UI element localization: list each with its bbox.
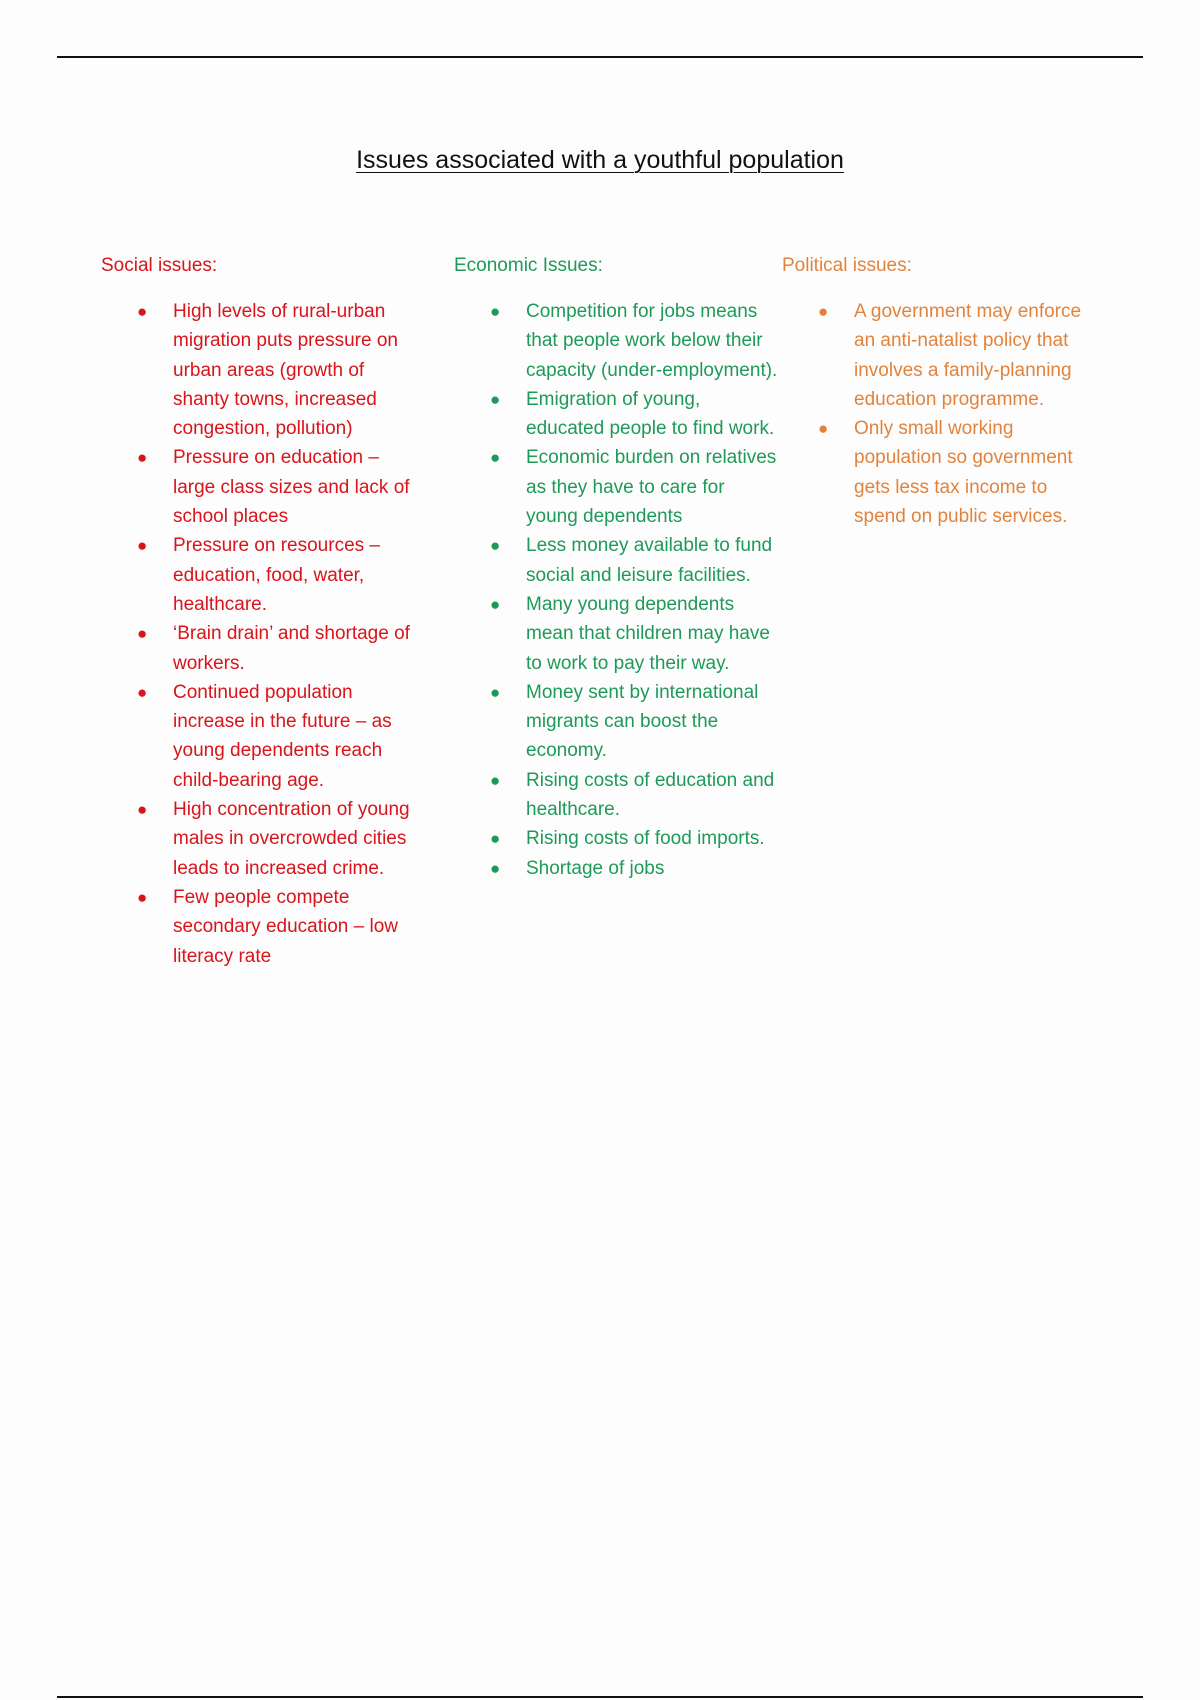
bullet-icon: ● [137, 682, 148, 702]
political-issues-list [782, 297, 1102, 531]
bullet-icon: ● [490, 682, 501, 702]
list-item [454, 385, 779, 444]
list-item [454, 854, 779, 883]
bullet-icon: ● [137, 800, 148, 820]
list-item [454, 590, 779, 678]
bullet-icon: ● [818, 419, 829, 439]
economic-issues-list [454, 297, 779, 883]
bullet-icon: ● [137, 887, 148, 907]
list-item [101, 678, 421, 795]
list-item-text: Less money available to fund social and leisure facilities. [526, 535, 773, 586]
bullet-icon: ● [490, 594, 501, 614]
list-item-text: Money sent by international migrants can boost the economy. [526, 681, 759, 762]
top-rule [57, 56, 1143, 58]
bullet-icon: ● [137, 624, 148, 644]
list-item [101, 883, 421, 971]
social-issues-heading: Social issues: [101, 255, 218, 276]
bullet-icon: ● [490, 858, 501, 878]
list-item [101, 443, 421, 531]
list-item [101, 531, 421, 619]
list-item [101, 297, 421, 443]
list-item [454, 824, 779, 853]
bullet-icon: ● [490, 448, 501, 468]
list-item [454, 297, 779, 385]
list-item-text: Few people compete secondary education – low literacy rate [173, 886, 398, 967]
list-item-text: Many young dependents mean that children may have to work to pay their way. [526, 593, 770, 674]
list-item-text: Economic burden on relatives as they have to care for young dependents [526, 447, 777, 528]
list-item [782, 297, 1102, 414]
list-item-text: Continued population increase in the future – as young dependents reach child-bearing age. [173, 681, 392, 791]
list-item [454, 443, 779, 531]
list-item-text: Competition for jobs means that people work below their capacity (under-employment). [526, 301, 778, 381]
list-item-text: Rising costs of food imports. [526, 828, 765, 850]
social-issues-column [101, 253, 421, 971]
list-item [101, 619, 421, 678]
list-item-text: Shortage of jobs [526, 857, 665, 879]
list-item-text: ‘Brain drain’ and shortage of workers. [173, 623, 410, 674]
list-item-text: A government may enforce an anti-natalist policy that involves a family-planning education programme. [854, 301, 1082, 410]
list-item-text: Pressure on education – large class sizes and lack of school places [173, 447, 410, 528]
bullet-icon: ● [490, 389, 501, 409]
bullet-icon: ● [818, 302, 829, 321]
list-item-text: Pressure on resources – education, food, water, healthcare. [173, 535, 380, 615]
bullet-icon: ● [490, 536, 501, 556]
economic-issues-column [454, 253, 779, 883]
list-item-text: Emigration of young, educated people to find work. [526, 388, 775, 440]
bullet-icon: ● [137, 448, 148, 468]
list-item [454, 531, 779, 590]
bullet-icon: ● [137, 302, 148, 321]
bullet-icon: ● [490, 829, 501, 849]
list-item [782, 414, 1102, 531]
list-item-text: Only small working population so government gets less tax income to spend on public services. [854, 418, 1073, 528]
social-issues-list [101, 297, 421, 971]
economic-issues-heading: Economic Issues: [454, 255, 603, 276]
list-item-text: High concentration of young males in overcrowded cities leads to increased crime. [173, 799, 410, 879]
list-item-text: High levels of rural-urban migration puts pressure on urban areas (growth of shanty towns, increased congestion, pollution) [173, 301, 398, 440]
political-issues-heading: Political issues: [782, 255, 912, 276]
list-item [454, 678, 779, 766]
page-title: Issues associated with a youthful population [356, 146, 844, 174]
bullet-icon: ● [490, 770, 501, 790]
bottom-rule [57, 1696, 1143, 1698]
bullet-icon: ● [137, 536, 148, 556]
bullet-icon: ● [490, 302, 501, 321]
list-item [101, 795, 421, 883]
list-item-text: Rising costs of education and healthcare. [526, 769, 775, 821]
list-item [454, 766, 779, 825]
political-issues-column [782, 253, 1102, 531]
